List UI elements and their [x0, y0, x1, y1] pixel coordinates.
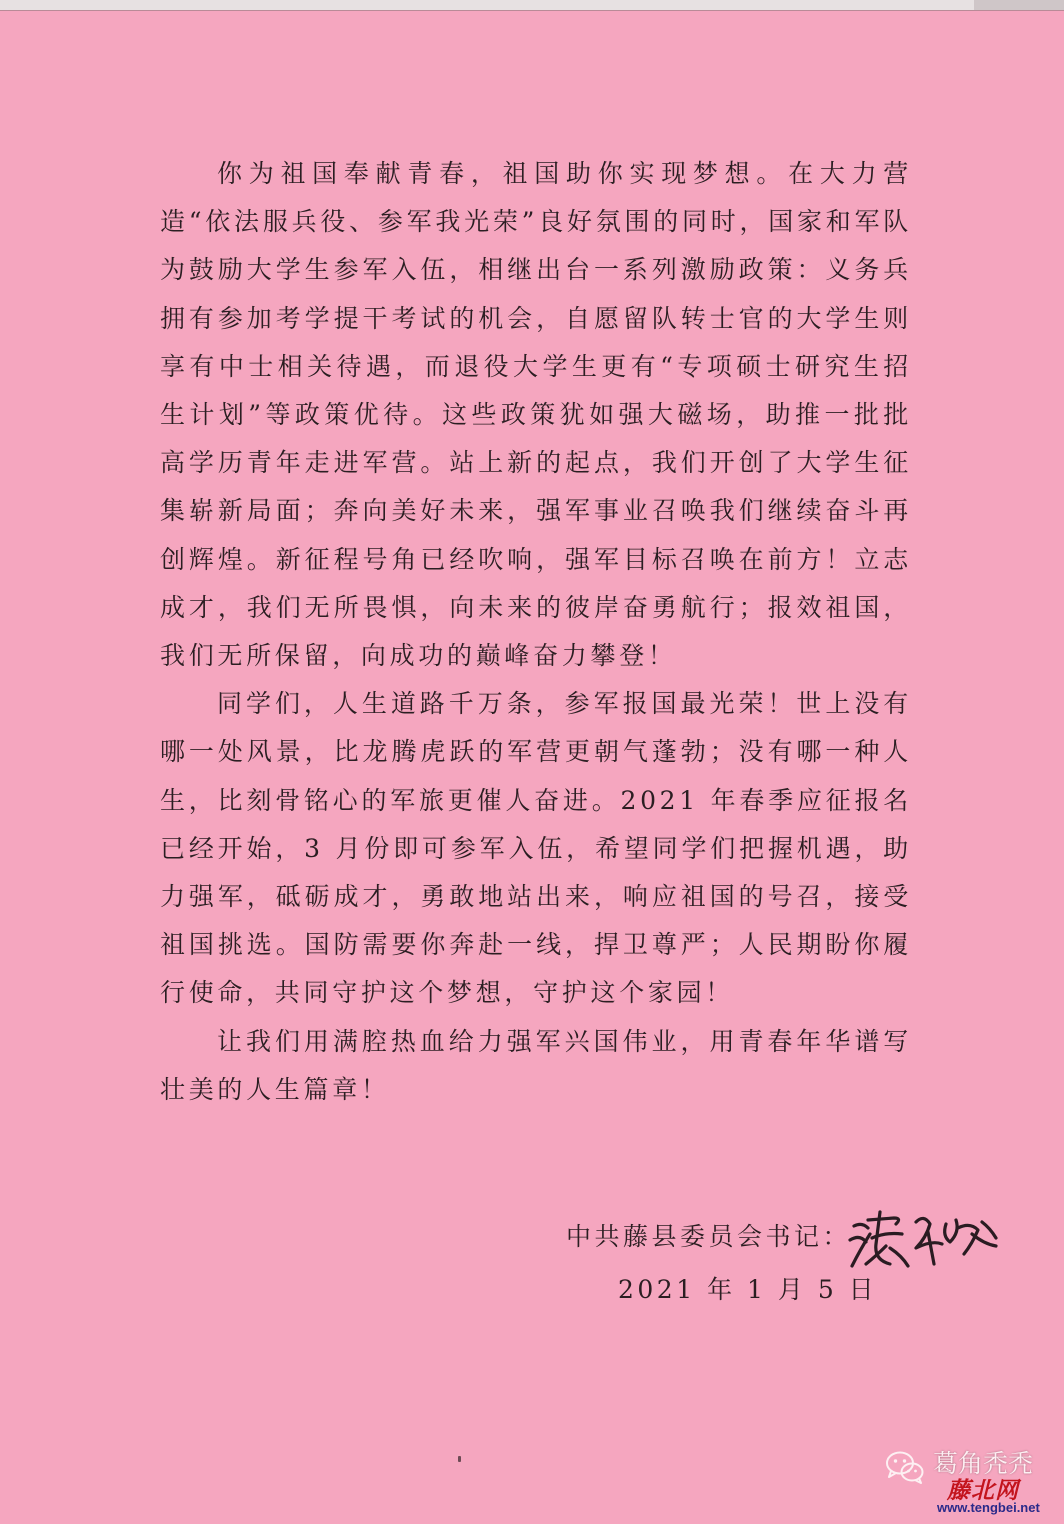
- scan-top-edge: [0, 0, 1064, 11]
- scan-speck: [458, 1456, 461, 1462]
- handwritten-signature: [846, 1204, 1006, 1274]
- paragraph-policy: 你为祖国奉献青春，祖国助你实现梦想。在大力营造“依法服兵役、参军我光荣”良好氛围的同时，国家和军队为鼓励大学生参军入伍，相继出台一系列激励政策：义务兵拥有参加考学提干考试的机会，自愿留队转士官的大学生则享有中士相关待遇，而退役大学生更有“专项硕士研究生招生计划”等政策优待。这些政策犹如强大磁场，助推一批批高学历青年走进军营。站上新的起点，我们开创了大学生征集崭新局面；奔向美好未来，强军事业召唤我们继续奋斗再创辉煌。新征程号角已经吹响，强军目标召唤在前方！立志成才，我们无所畏惧，向未来的彼岸奋勇航行；报效祖国，我们无所保留，向成功的巅峰奋力攀登！: [160, 159, 912, 671]
- site-logo: 藤北网: [947, 1477, 1019, 1504]
- signatory-title: 中共藤县委员会书记：: [566, 1222, 852, 1251]
- paragraph-closing: 让我们用满腔热血给力强军兴国伟业，用青春年华谱写壮美的人生篇章！: [160, 1026, 912, 1104]
- scan-top-edge-shade: [974, 0, 1064, 10]
- wechat-account-name: 葛角秃秃: [933, 1449, 1034, 1478]
- signature-block: [566, 1204, 1036, 1314]
- letter-date: 2021 年 1 月 5 日: [618, 1275, 878, 1304]
- paragraph-call-to-enlist: 同学们，人生道路千万条，参军报国最光荣！世上没有哪一处风景，比龙腾虎跃的军营更朝气蓬勃；没有哪一种人生，比刻骨铭心的军旅更催人奋进。2021 年春季应征报名已经开始，3 月份即可参军入伍，希望同学们把握机遇，助力强军，砥砺成才，勇敢地站出来，响应祖国的号召，接受祖国挑选。国防需要你奔赴一线，捍卫尊严；人民期盼你履行使命，共同守护这个梦想，守护这个家园！: [160, 689, 912, 1008]
- site-url: www.tengbei.net: [937, 1500, 1040, 1515]
- wechat-icon: [885, 1450, 925, 1484]
- letter-body: [160, 150, 912, 1114]
- watermark: [885, 1442, 1055, 1518]
